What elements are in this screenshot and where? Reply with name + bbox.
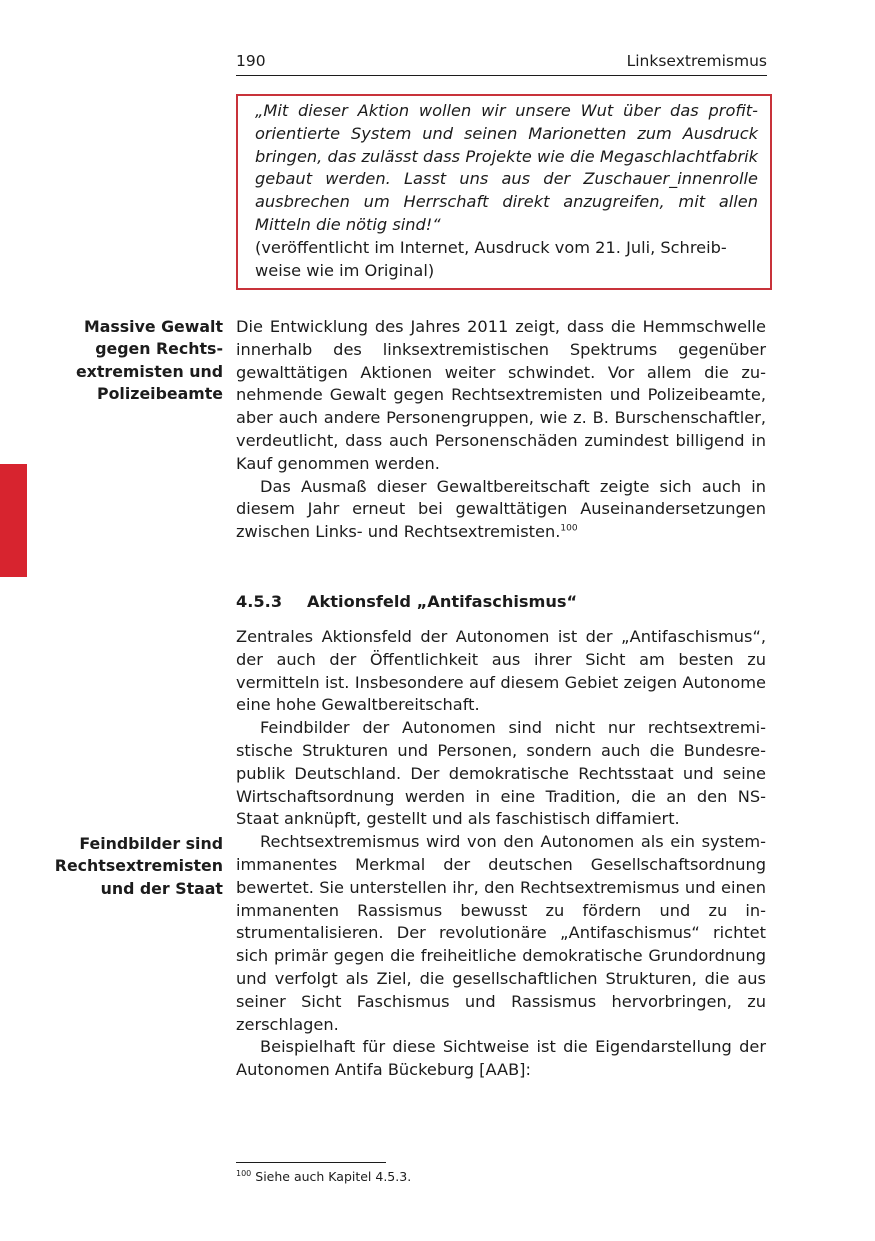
paragraph: Die Entwicklung des Jahres 2011 zeigt, dass die Hemmschwelle innerhalb des linksextremistischen Spektrums gegenüber gewalttätigen Aktionen weiter schwindet. Vor allem die zunehmende Gewalt gegen Rechtsextremisten und Polizeibeamte, aber auch andere Personengruppen, wie z. B. Burschenschaftler, verdeutlicht, dass auch Personenschäden zumindest billigend in Kauf genommen werden.: [236, 317, 766, 473]
header-rule: [236, 75, 767, 76]
margin-note-enemies: Feindbilder sind Rechtsextremisten und der Staat: [54, 834, 223, 898]
paragraph: [236, 476, 766, 544]
section-title: Aktionsfeld „Antifaschismus“: [307, 592, 578, 611]
footnote: [236, 1166, 411, 1185]
footnote-text: Siehe auch Kapitel 4.5.3.: [255, 1169, 412, 1185]
chapter-side-tab: [0, 464, 27, 577]
paragraph: Rechtsextremismus wird von den Autonomen als ein systemimmanentes Merkmal der deutschen Gesellschaftsordnung bewertet. Sie unterstellen ihr, den Rechtsextremismus und einen immanenten Rassismus bewusst zu fördern und zu instrumentalisieren. Der revolutionäre „Antifaschismus“ richtet sich primär gegen die freiheitliche demokratische Grundordnung und verfolgt als Ziel, die gesellschaftlichen Strukturen, die aus seiner Sicht Faschismus und Rassismus hervorbringen, zu zerschlagen.: [236, 832, 766, 1034]
page-number: 190: [236, 52, 266, 70]
quote-text: „Mit dieser Aktion wollen wir unsere Wut über das profitorientierte System und seinen Marionetten zum Ausdruck bringen, das zulässt dass Projekte wie die Megaschlachtfabrik gebaut werden. Lasst uns aus der Zuschauer_innenrolle ausbrechen um Herrschaft direkt anzugreifen, mit allen Mitteln die nötig sind!“: [255, 101, 758, 234]
section-number: 4.5.3: [236, 592, 283, 611]
quote-source: (veröffentlicht im Internet, Ausdruck vom 21. Juli, Schreibweise wie im Original): [255, 237, 727, 280]
footnote-ref: 100: [560, 523, 578, 534]
quote-box: [236, 94, 772, 290]
paragraph-text: Das Ausmaß dieser Gewaltbereitschaft zeigte sich auch in diesem Jahr erneut bei gewalttätigen Auseinandersetzungen zwischen Links- und Rechtsextremisten.: [236, 476, 766, 542]
paragraph: Zentrales Aktionsfeld der Autonomen ist der „Antifaschismus“, der auch der Öffentlichkeit aus ihrer Sicht am besten zu vermitteln ist. Insbesondere auf diesem Gebiet zeigen Autonome eine hohe Gewaltbereitschaft.: [236, 627, 766, 715]
footnote-marker: 100: [236, 1169, 252, 1178]
section-heading: [236, 591, 577, 613]
footnote-rule: [236, 1162, 386, 1163]
paragraph: Beispielhaft für diese Sichtweise ist die Eigendarstellung der Autonomen Antifa Bückeburg [AAB]:: [236, 1037, 766, 1080]
margin-note-violence: Massive Gewalt gegen Rechtsextremisten und Polizeibeamte: [75, 317, 223, 404]
paragraph-block-2: [236, 626, 766, 1082]
running-title: Linksextremismus: [626, 52, 767, 70]
paragraph: Feindbilder der Autonomen sind nicht nur rechtsextremistische Strukturen und Personen, sondern auch die Bundesrepublik Deutschland. Der demokratische Rechtsstaat und seine Wirtschaftsordnung werden in eine Tradition, die an den NS-Staat anknüpft, gestellt und als faschistisch diffamiert.: [236, 718, 766, 829]
paragraph-block-1: [236, 316, 766, 544]
